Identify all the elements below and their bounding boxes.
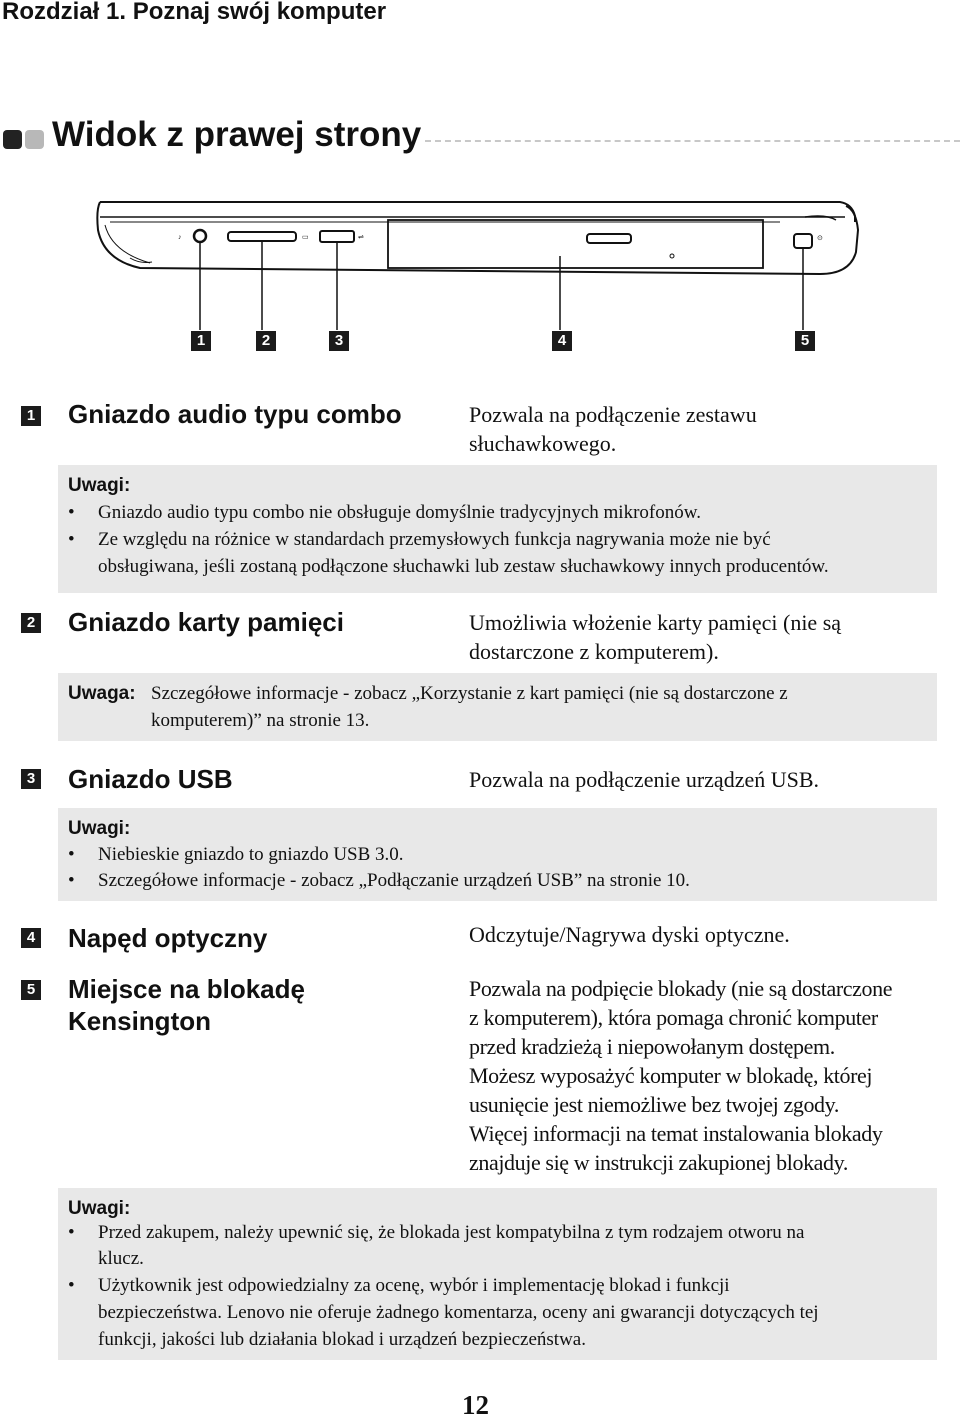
section-rule [425,140,960,142]
svg-text:▭: ▭ [302,234,309,241]
desc-line: Możesz wyposażyć komputer w blokadę, której [469,1063,873,1088]
note-heading: Uwagi: [68,1198,131,1219]
callout-3: 3 [329,331,349,351]
note-box: Uwagi: • Gniazdo audio typu combo nie obsługuje domyślnie tradycyjnych mikrofonów. • Ze względu na różnice w standardach przemysłowych funkcja nagrywania może nie być obsługiwana, jeśli zostaną podłączone słuchawki lub zestaw słuchawkowy innych producentów. [58,465,937,593]
item-number: 5 [21,980,41,1000]
page-number: 12 [462,1390,489,1420]
chapter-header: Rozdział 1. Poznaj swój komputer [2,0,387,25]
item-title: Gniazdo karty pamięci [68,607,344,637]
item-description [469,765,819,794]
bullet-icon: • [68,844,75,865]
desc-line: przed kradzieżą i niepowołanym dostępem. [469,1034,835,1059]
optical-drive-icon [388,220,763,268]
desc-line: Pozwala na podłączenie urządzeń USB. [469,767,820,792]
callout-4: 4 [552,331,572,351]
bullet-icon: • [68,502,75,523]
card-slot-icon [228,232,296,241]
note-box [58,673,937,741]
note-heading: Uwaga: [68,683,136,704]
desc-line: dostarczone z komputerem). [469,639,719,664]
desc-line: Pozwala na podłączenie zestawu [469,402,757,427]
desc-line: znajduje się w instrukcji zakupionej blokady. [469,1150,848,1175]
callout-1: 1 [191,331,211,351]
item-number: 2 [21,613,41,633]
usb-port-icon [320,231,354,242]
desc-line: Umożliwia włożenie karty pamięci (nie są [469,610,842,635]
note-line: Szczegółowe informacje - zobacz „Korzystanie z kart pamięci (nie są dostarczone z [151,683,788,704]
bullet-icon: • [68,870,75,891]
item-title: Miejsce na blokadę Kensington [68,974,305,1036]
dark-square-icon [3,130,22,149]
svg-text:♪: ♪ [178,234,182,241]
item-description [469,974,892,1177]
gray-square-icon [25,130,44,149]
item-description [469,400,757,458]
laptop-base-outline [97,202,858,274]
desc-line: Więcej informacji na temat instalowania blokady [469,1121,883,1146]
note-box: Uwagi: • Niebieskie gniazdo to gniazdo USB 3.0. • Szczegółowe informacje - zobacz „Podłączanie urządzeń USB” na stronie 10. [58,808,937,901]
bullet-icon: • [68,529,75,550]
callout-lines [200,241,803,330]
desc-line: Odczytuje/Nagrywa dyski optyczne. [469,922,790,947]
callout-2: 2 [256,331,276,351]
callout-5: 5 [795,331,815,351]
desc-line: słuchawkowego. [469,431,617,456]
kensington-lock-icon [794,234,812,248]
note-box: Uwagi: • Przed zakupem, należy upewnić się, że blokada jest kompatybilna z tym rodzajem otworu na klucz. • Użytkownik jest odpowiedzialny za ocenę, wybór i implementację blokad i funkcji bezpieczeństwa. Lenovo nie oferuje żadnego komentarza, oceny ani gwarancji dotyczących tej funkcji, jakości lub działania blokad i urządzeń bezpieczeństwa. [58,1188,937,1360]
desc-line: Pozwala na podpięcie blokady (nie są dostarczone [469,976,893,1001]
bullet-icon: • [68,1275,75,1296]
laptop-right-side-diagram [0,190,960,360]
item-description [469,920,790,949]
section-title: Widok z prawej strony [52,115,422,154]
note-heading: Uwagi: [68,475,131,496]
item-description [469,608,841,666]
note-line: komputerem)” na stronie 13. [151,710,370,731]
port-icons [194,220,812,268]
audio-jack-icon [194,230,206,242]
item-title: Gniazdo USB [68,764,233,794]
desc-line: z komputerem), która pomaga chronić komputer [469,1005,878,1030]
item-number: 3 [21,769,41,789]
desc-line: usunięcie jest niemożliwe bez twojej zgody. [469,1092,839,1117]
item-number: 1 [21,406,41,426]
item-title: Napęd optyczny [68,923,268,953]
item-title: Gniazdo audio typu combo [68,399,402,429]
item-number: 4 [21,928,41,948]
laptop-lid-outline [100,202,855,222]
svg-text:⊙: ⊙ [817,235,823,242]
note-heading: Uwagi: [68,818,131,839]
svg-text:⇌: ⇌ [358,234,364,241]
bullet-icon: • [68,1222,75,1243]
